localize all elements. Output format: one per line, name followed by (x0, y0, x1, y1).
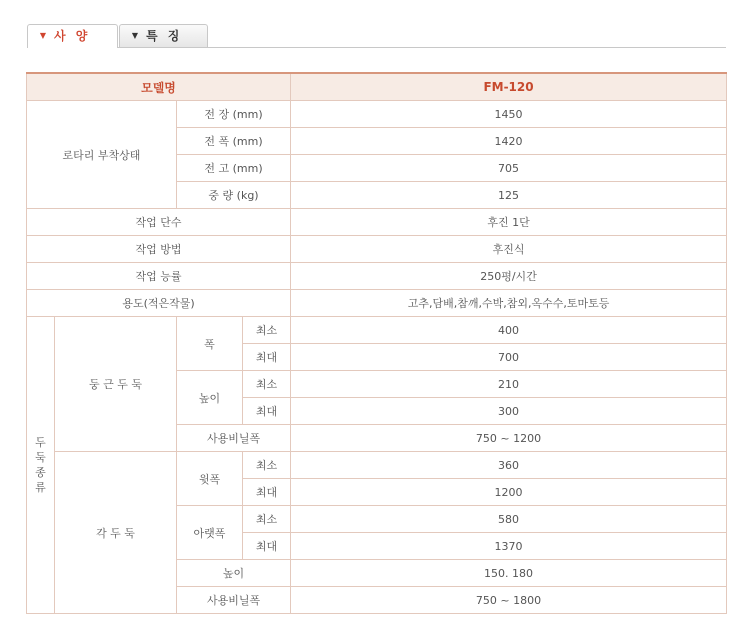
row-value: 700 (291, 344, 727, 371)
row-sublabel: 최소 (243, 452, 291, 479)
row-value: 1200 (291, 479, 727, 506)
row-sublabel: 최대 (243, 398, 291, 425)
row-sublabel: 최대 (243, 344, 291, 371)
row-label: 전 장 (mm) (177, 101, 291, 128)
tab-features[interactable] (119, 24, 208, 47)
row-label: 작업 방법 (27, 236, 291, 263)
row-sublabel: 최소 (243, 371, 291, 398)
row-label: 높이 (177, 560, 291, 587)
table-row (27, 236, 727, 263)
row-label: 전 폭 (mm) (177, 128, 291, 155)
row-value: 후진 1단 (291, 209, 727, 236)
table-row (27, 290, 727, 317)
table-row (27, 209, 727, 236)
row-value: 250평/시간 (291, 263, 727, 290)
ridge-type-label (27, 317, 55, 614)
row-value: 150. 180 (291, 560, 727, 587)
row-sublabel: 최대 (243, 479, 291, 506)
row-value: 750 ~ 1200 (291, 425, 727, 452)
model-value-header: FM-120 (291, 73, 727, 101)
model-name-header: 모델명 (27, 73, 291, 101)
row-value: 고추,담배,참깨,수박,참외,옥수수,토마토등 (291, 290, 727, 317)
ridge-type-char: 류 (35, 481, 46, 494)
row-label: 사용비닐폭 (177, 587, 291, 614)
rotary-label: 로타리 부착상태 (27, 101, 177, 209)
tab-spec[interactable] (27, 24, 118, 48)
tab-baseline (27, 47, 726, 48)
row-value: 1370 (291, 533, 727, 560)
ridge-type-char: 종 (35, 466, 46, 479)
row-label: 윗폭 (177, 452, 243, 506)
row-value: 705 (291, 155, 727, 182)
row-value: 400 (291, 317, 727, 344)
tab-bar (27, 24, 726, 48)
row-value: 580 (291, 506, 727, 533)
row-value: 후진식 (291, 236, 727, 263)
row-label: 중 량 (kg) (177, 182, 291, 209)
table-row (27, 452, 727, 479)
row-label: 작업 단수 (27, 209, 291, 236)
row-label: 사용비닐폭 (177, 425, 291, 452)
row-label: 아랫폭 (177, 506, 243, 560)
row-label: 전 고 (mm) (177, 155, 291, 182)
row-value: 360 (291, 452, 727, 479)
table-row (27, 317, 727, 344)
table-row (27, 263, 727, 290)
caret-down-icon: ▼ (131, 31, 139, 40)
table-row (27, 101, 727, 128)
row-sublabel: 최대 (243, 533, 291, 560)
spec-table (26, 72, 727, 614)
row-label: 작업 능률 (27, 263, 291, 290)
row-value: 125 (291, 182, 727, 209)
caret-down-icon: ▼ (39, 31, 47, 40)
row-sublabel: 최소 (243, 317, 291, 344)
row-value: 300 (291, 398, 727, 425)
table-header-row (27, 73, 727, 101)
ridge-type-char: 두 (35, 436, 46, 449)
tab-spec-label: 사 양 (54, 29, 91, 43)
row-value: 1420 (291, 128, 727, 155)
row-label: 용도(적은작물) (27, 290, 291, 317)
row-value: 210 (291, 371, 727, 398)
row-label: 폭 (177, 317, 243, 371)
row-label: 높이 (177, 371, 243, 425)
row-value: 750 ~ 1800 (291, 587, 727, 614)
row-sublabel: 최소 (243, 506, 291, 533)
ridge-type-char: 둑 (35, 451, 46, 464)
square-ridge-label: 각 두 둑 (55, 452, 177, 614)
row-value: 1450 (291, 101, 727, 128)
tab-features-label: 특 징 (146, 29, 183, 43)
round-ridge-label: 둥 근 두 둑 (55, 317, 177, 452)
